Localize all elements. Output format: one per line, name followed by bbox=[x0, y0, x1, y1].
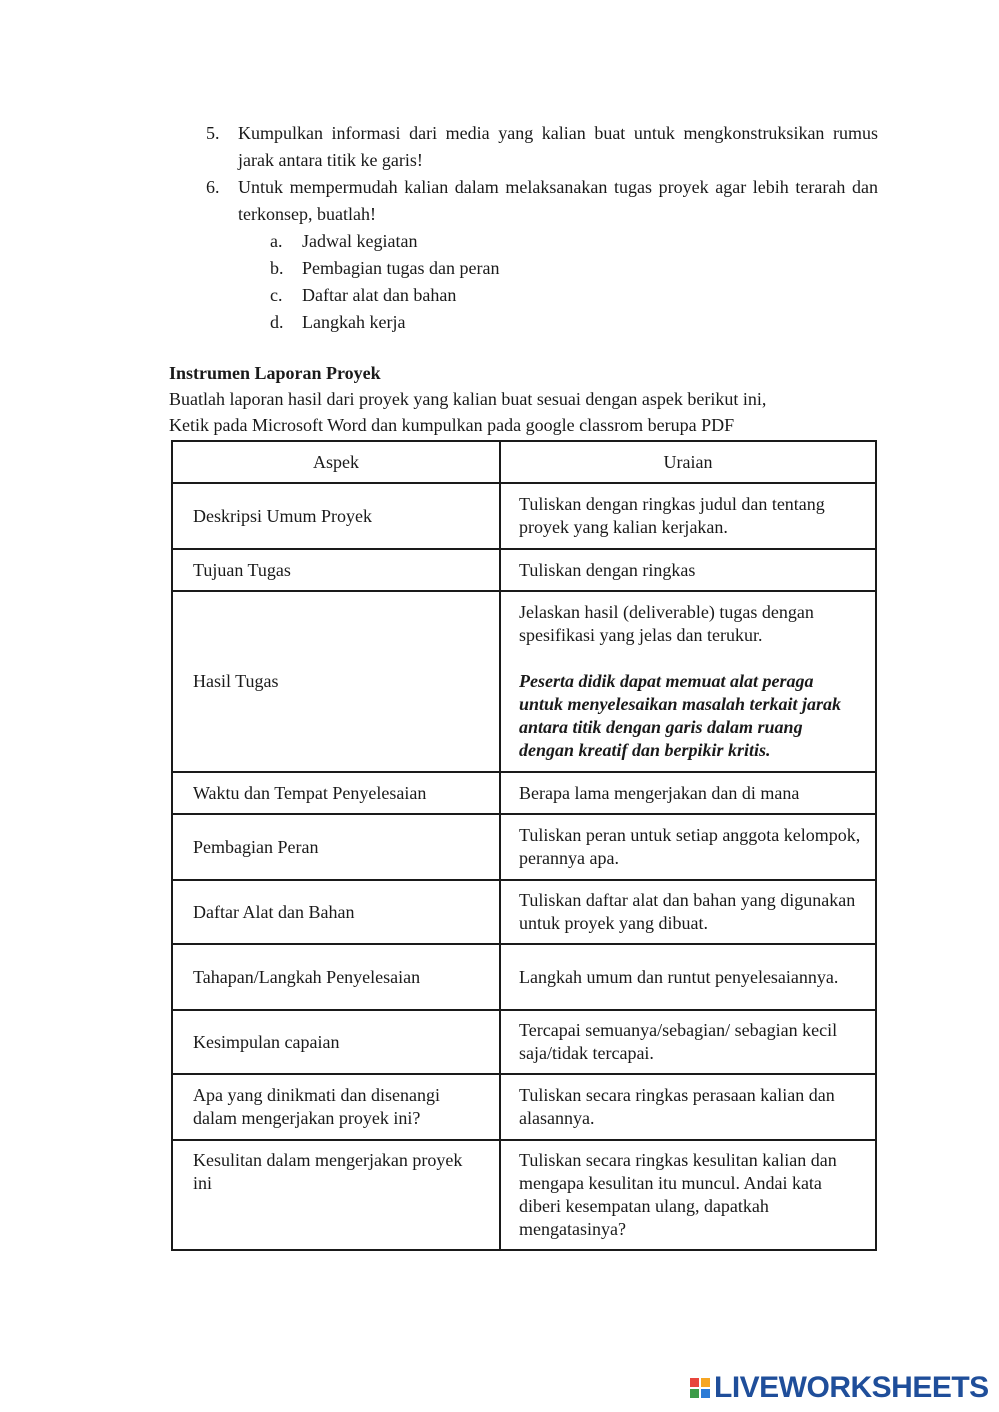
section-title: Instrumen Laporan Proyek bbox=[169, 363, 381, 383]
header-uraian: Uraian bbox=[500, 441, 876, 483]
sub-list-letter: b. bbox=[270, 258, 284, 278]
sub-list-item bbox=[270, 282, 878, 309]
table-row bbox=[172, 772, 876, 814]
sub-list-item bbox=[270, 255, 878, 282]
list-item-6 bbox=[206, 174, 878, 228]
aspek-cell: Kesulitan dalam mengerjakan proyek ini bbox=[193, 1150, 463, 1193]
list-number: 5. bbox=[206, 123, 220, 143]
aspek-cell: Apa yang dinikmati dan disenangi dalam mengerjakan proyek ini? bbox=[193, 1085, 440, 1128]
list-item-5 bbox=[206, 120, 878, 174]
aspek-cell: Hasil Tugas bbox=[193, 671, 279, 691]
uraian-cell: Tuliskan daftar alat dan bahan yang digunakan untuk proyek yang dibuat. bbox=[519, 890, 856, 933]
list-text: Untuk mempermudah kalian dalam melaksanakan tugas proyek agar lebih terarah dan terkonsep, buatlah! bbox=[238, 177, 878, 224]
uraian-cell: Tuliskan secara ringkas kesulitan kalian dan mengapa kesulitan itu muncul. Andai kata diberi kesempatan ulang, dapatkah mengatasinya? bbox=[519, 1150, 837, 1239]
uraian-cell: Tuliskan peran untuk setiap anggota kelompok, perannya apa. bbox=[519, 825, 861, 868]
aspek-cell: Waktu dan Tempat Penyelesaian bbox=[193, 782, 427, 803]
uraian-cell: Tuliskan dengan ringkas bbox=[519, 559, 696, 580]
logo-square bbox=[690, 1389, 699, 1398]
liveworksheets-logo bbox=[690, 1372, 990, 1404]
aspek-cell: Daftar Alat dan Bahan bbox=[193, 901, 355, 922]
table-header-row bbox=[172, 441, 876, 483]
table-row bbox=[172, 814, 876, 880]
logo-square bbox=[701, 1378, 710, 1387]
section-instruction-1: Buatlah laporan hasil dari proyek yang kalian buat sesuai dengan aspek berikut ini, bbox=[169, 389, 767, 409]
sub-list-letter: a. bbox=[270, 231, 283, 251]
aspek-cell: Tahapan/Langkah Penyelesaian bbox=[193, 966, 421, 987]
table-row bbox=[172, 483, 876, 549]
uraian-cell: Tuliskan secara ringkas perasaan kalian dan alasannya. bbox=[519, 1085, 835, 1128]
uraian-cell: Berapa lama mengerjakan dan di mana bbox=[519, 782, 800, 803]
sub-list-text: Pembagian tugas dan peran bbox=[302, 258, 500, 278]
table-row bbox=[172, 880, 876, 944]
section-intro bbox=[169, 360, 881, 438]
uraian-cell: Tercapai semuanya/sebagian/ sebagian kecil saja/tidak tercapai. bbox=[519, 1020, 838, 1063]
uraian-text: Jelaskan hasil (deliverable) tugas dengan spesifikasi yang jelas dan terukur. bbox=[519, 602, 814, 645]
sub-list-item bbox=[270, 228, 878, 255]
aspek-cell: Tujuan Tugas bbox=[193, 559, 291, 580]
table-row bbox=[172, 1074, 876, 1140]
list-number: 6. bbox=[206, 177, 220, 197]
aspek-cell: Deskripsi Umum Proyek bbox=[193, 505, 372, 526]
header-aspek: Aspek bbox=[172, 441, 500, 483]
logo-square bbox=[690, 1378, 699, 1387]
sub-list-item bbox=[270, 309, 878, 336]
logo-square bbox=[701, 1389, 710, 1398]
uraian-emphasis: Peserta didik dapat memuat alat peraga untuk menyelesaikan masalah terkait jarak antara titik dengan garis dalam ruang dengan kreatif dan berpikir kritis. bbox=[519, 671, 842, 760]
sub-list-text: Daftar alat dan bahan bbox=[302, 285, 457, 305]
table-row bbox=[172, 944, 876, 1010]
aspek-cell: Kesimpulan capaian bbox=[193, 1031, 340, 1052]
logo-text: LIVEWORKSHEETS bbox=[714, 1371, 989, 1404]
uraian-cell: Tuliskan dengan ringkas judul dan tentang proyek yang kalian kerjakan. bbox=[519, 494, 825, 537]
section-instruction-2: Ketik pada Microsoft Word dan kumpulkan pada google classrom berupa PDF bbox=[169, 415, 735, 435]
sub-list-text: Langkah kerja bbox=[302, 312, 406, 332]
uraian-cell: Langkah umum dan runtut penyelesaiannya. bbox=[519, 966, 839, 987]
list-text: Kumpulkan informasi dari media yang kalian buat untuk mengkonstruksikan rumus jarak antara titik ke garis! bbox=[238, 123, 878, 170]
report-table bbox=[171, 440, 877, 1251]
sub-list bbox=[270, 228, 878, 336]
sub-list-letter: c. bbox=[270, 285, 283, 305]
aspek-cell: Pembagian Peran bbox=[193, 836, 319, 857]
numbered-list bbox=[206, 120, 878, 336]
table-row bbox=[172, 1010, 876, 1074]
sub-list-text: Jadwal kegiatan bbox=[302, 231, 418, 251]
sub-list-letter: d. bbox=[270, 312, 284, 332]
table-row bbox=[172, 549, 876, 591]
table-row bbox=[172, 591, 876, 772]
table-row bbox=[172, 1140, 876, 1250]
logo-grid-icon bbox=[690, 1378, 710, 1398]
uraian-cell bbox=[501, 593, 875, 770]
